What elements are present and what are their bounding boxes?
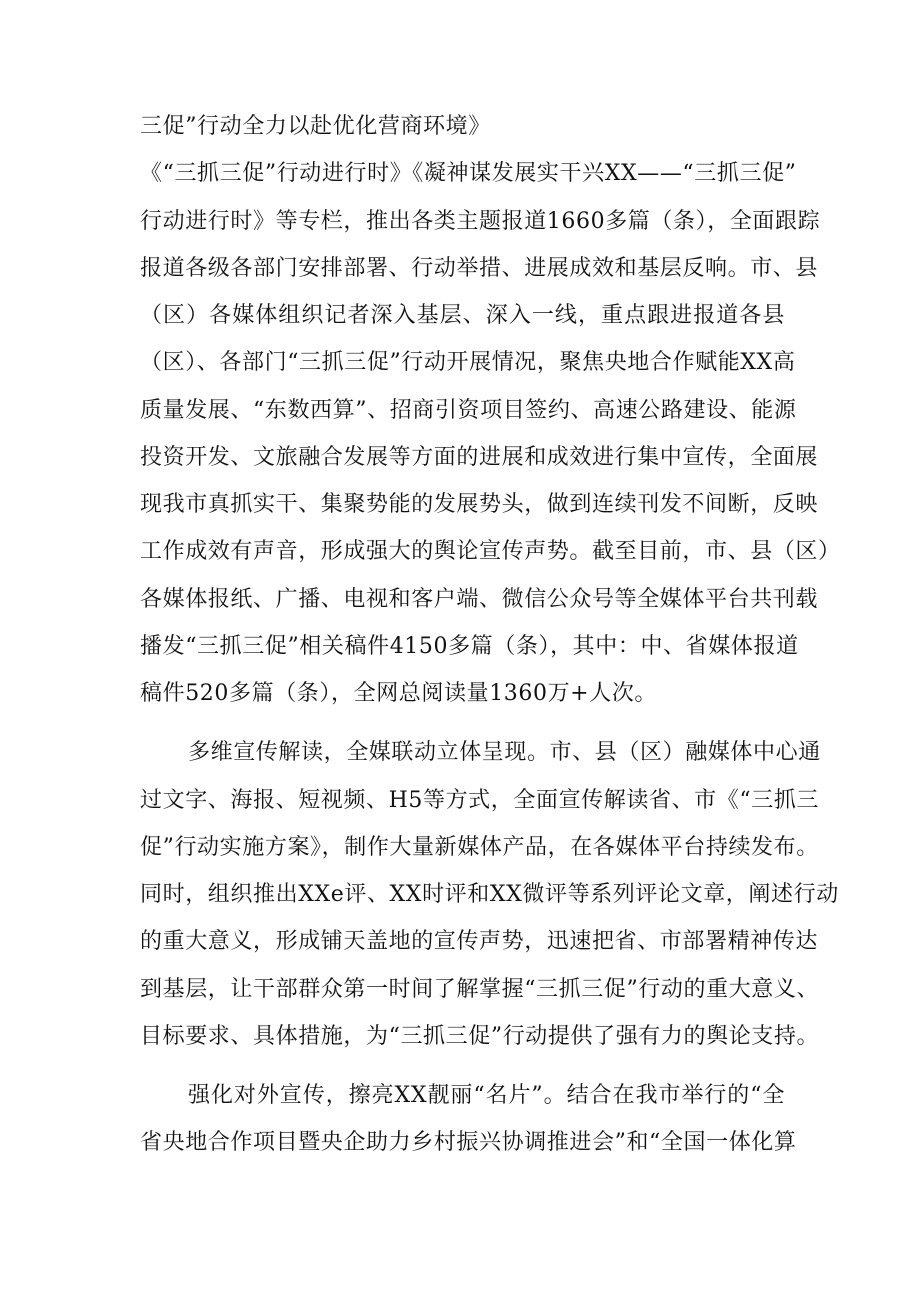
text-line: 促”行动实施方案》，制作大量新媒体产品，在各媒体平台持续发布。 (140, 834, 819, 860)
text-line: 播发“三抓三促”相关稿件4150多篇（条），其中：中、省媒体报道 (140, 633, 799, 659)
text-line: 现我市真抓实干、集聚势能的发展势头，做到连续刊发不间断，反映 (140, 492, 819, 517)
text-line: 同时，组织推出XXe评、XX时评和XX微评等系列评论文章，阐述行动 (140, 882, 839, 907)
paragraph-gap (140, 1065, 785, 1077)
text-line: 三促”行动全力以赴优化营商环境》 (140, 114, 491, 139)
text-line: 质量发展、“东数西算”、招商引资项目签约、高速公路建设、能源 (140, 397, 797, 423)
text-line: 报道各级各部门安排部署、行动举措、进展成效和基层反响。市、县 (140, 255, 819, 281)
text-line: 行动进行时》等专栏，推出各类主题报道1660多篇（条），全面跟踪 (140, 208, 821, 234)
text-line: 强化对外宣传，擦亮XX靓丽“名片”。结合在我市举行的“全 (188, 1083, 785, 1108)
text-line: 工作成效有声音，形成强大的舆论宣传声势。截至目前，市、县（区） (140, 539, 841, 565)
document-body (140, 108, 841, 1172)
text-line: 过文字、海报、短视频、H5等方式，全面宣传解读省、市《“三抓三 (140, 787, 820, 813)
text-line: 的重大意义，形成铺天盖地的宣传声势，迅速把省、市部署精神传达 (140, 929, 819, 955)
text-line: （区）、各部门“三抓三促”行动开展情况，聚焦央地合作赋能XX高 (140, 350, 796, 376)
text-line: 目标要求、具体措施，为“三抓三促”行动提供了强有力的舆论支持。 (140, 1023, 820, 1049)
text-line: 《“三抓三促”行动进行时》《凝神谋发展实干兴XX——“三抓三促” (140, 161, 797, 187)
text-line: 投资开发、文旅融合发展等方面的进展和成效进行集中宣传，全面展 (140, 444, 819, 470)
text-line: 到基层，让干部群众第一时间了解掌握“三抓三促”行动的重大意义、 (140, 976, 820, 1002)
text-line: 多维宣传解读，全媒联动立体呈现。市、县（区）融媒体中心通 (188, 740, 821, 766)
text-line: 稿件520多篇（条），全网总阅读量1360万+人次。 (140, 681, 658, 706)
text-line: 各媒体报纸、广播、电视和客户端、微信公众号等全媒体平台共刊载 (140, 586, 819, 612)
paragraph-gap (140, 722, 785, 734)
text-line: 省央地合作项目暨央企助力乡村振兴协调推进会”和“全国一体化算 (140, 1130, 797, 1156)
text-line: （区）各媒体组织记者深入基层、深入一线，重点跟进报道各县 (140, 303, 785, 328)
